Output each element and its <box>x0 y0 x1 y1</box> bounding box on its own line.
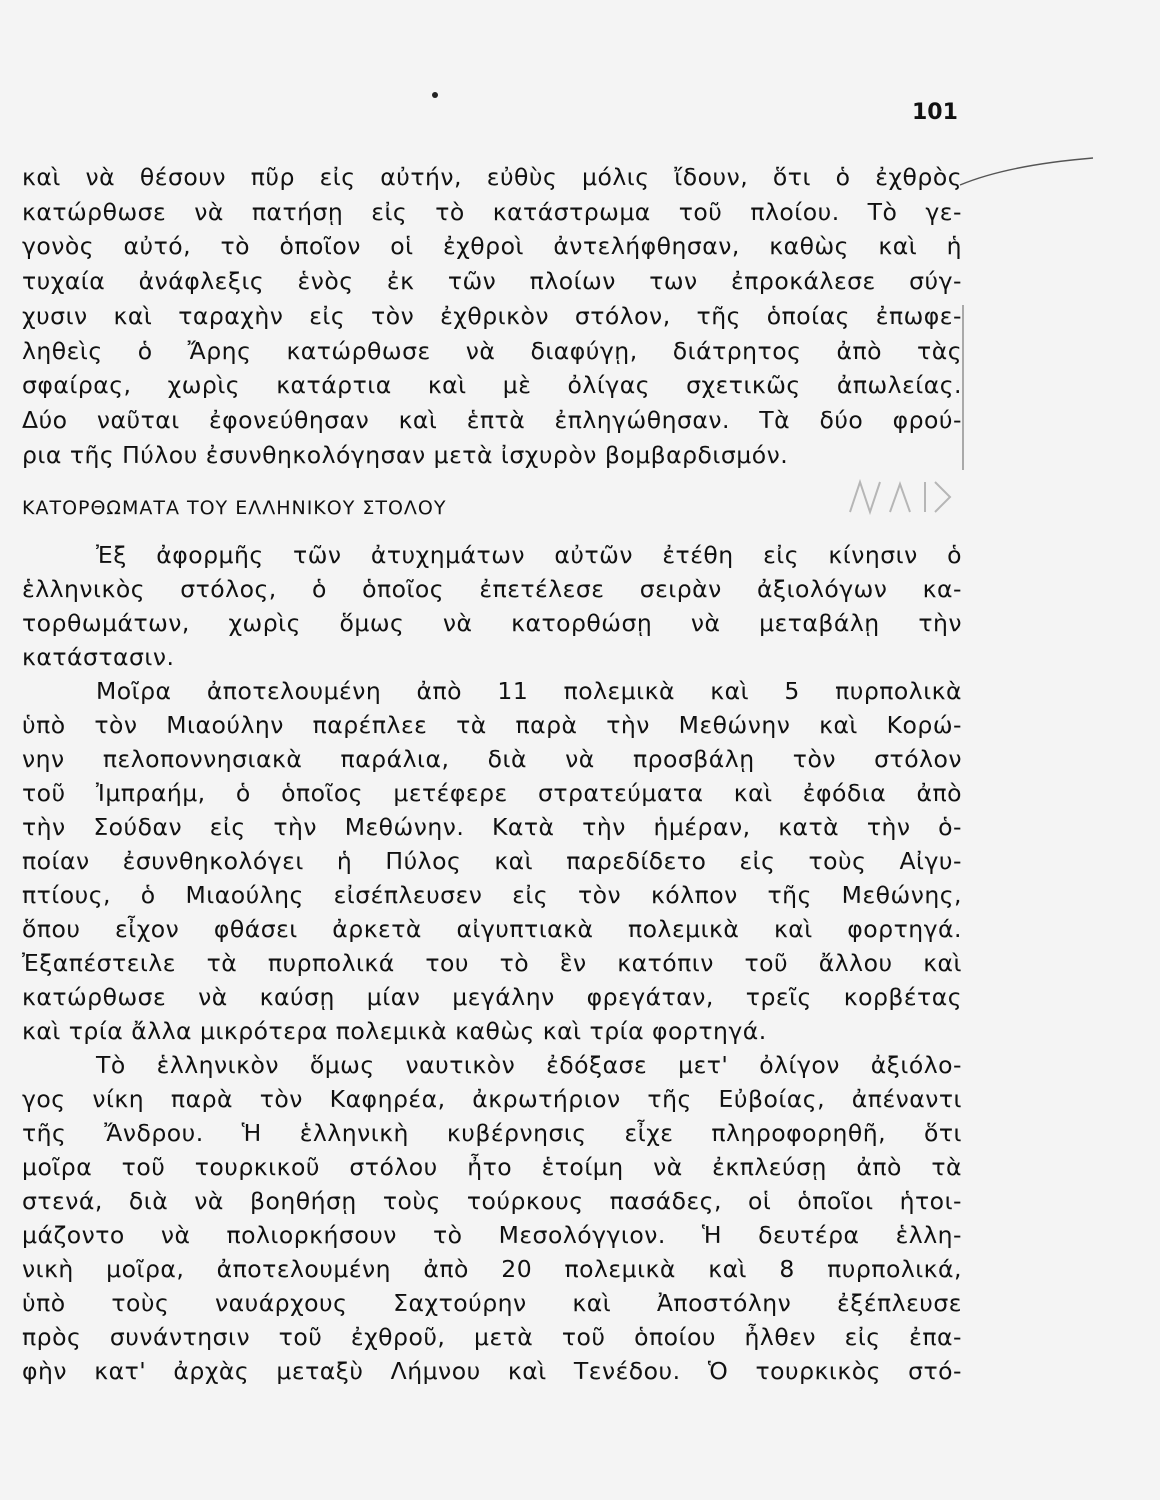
margin-pencil-line <box>958 140 1098 200</box>
text-line: ληθεὶς ὁ Ἄρης κατώρθωσε νὰ διαφύγῃ, διάτρητος ἀπὸ τὰς <box>22 336 962 365</box>
text-line: ὅπου εἶχον φθάσει ἀρκετὰ αἰγυπτιακὰ πολεμικὰ καὶ φορτηγά. <box>22 915 962 943</box>
text-line: γος νίκη παρὰ τὸν Καφηρέα, ἀκρωτήριον τῆς Εὐβοίας, ἀπέναντι <box>22 1085 962 1113</box>
text-line: ρια τῆς Πύλου ἐσυνθηκολόγησαν μετὰ ἰσχυρὸν βομβαρδισμόν. <box>22 440 789 469</box>
text-line: νικὴ μοῖρα, ἀποτελουμένη ἀπὸ 20 πολεμικὰ καὶ 8 πυρπολικά, <box>22 1255 962 1283</box>
text-line: πρὸς συνάντησιν τοῦ ἐχθροῦ, μετὰ τοῦ ὁποίου ἦλθεν εἰς ἐπα- <box>22 1323 962 1351</box>
text-line: καὶ τρία ἄλλα μικρότερα πολεμικὰ καθὼς καὶ τρία φορτηγά. <box>22 1017 767 1045</box>
text-line: χυσιν καὶ ταραχὴν εἰς τὸν ἐχθρικὸν στόλον, τῆς ὁποίας ἐπωφε- <box>22 301 962 330</box>
text-line: Τὸ ἑλληνικὸν ὅμως ναυτικὸν ἐδόξασε μετ' ὀλίγον ἀξιόλο- <box>96 1051 962 1079</box>
text-line: κατώρθωσε νὰ πατήσῃ εἰς τὸ κατάστρωμα τοῦ πλοίου. Τὸ γε- <box>22 197 962 226</box>
section-heading: ΚΑΤΟΡΘΩΜΑΤΑ ΤΟΥ ΕΛΛΗΝΙΚΟΥ ΣΤΟΛΟΥ <box>22 497 447 519</box>
text-line: μάζοντο νὰ πολιορκήσουν τὸ Μεσολόγγιον. Ἡ δευτέρα ἑλλη- <box>22 1221 962 1249</box>
text-line: τυχαία ἀνάφλεξις ἑνὸς ἐκ τῶν πλοίων των ἐπροκάλεσε σύγ- <box>22 267 962 296</box>
text-line: Ἐξαπέστειλε τὰ πυρπολικά του τὸ ἓν κατόπιν τοῦ ἄλλου καὶ <box>22 949 962 977</box>
text-line: Ἐξ ἀφορμῆς τῶν ἀτυχημάτων αὐτῶν ἐτέθη εἰς κίνησιν ὁ <box>96 541 962 569</box>
text-line: κατώρθωσε νὰ καύσῃ μίαν μεγάλην φρεγάταν, τρεῖς κορβέτας <box>22 983 962 1011</box>
text-line: ποίαν ἐσυνθηκολόγει ἡ Πύλος καὶ παρεδίδετο εἰς τοὺς Αἰγυ- <box>22 847 962 875</box>
text-line: στενά, διὰ νὰ βοηθήσῃ τοὺς τούρκους πασάδες, οἱ ὁποῖοι ἡτοι- <box>22 1187 962 1215</box>
text-line: γονὸς αὐτό, τὸ ὁποῖον οἱ ἐχθροὶ ἀντελήφθησαν, καθὼς καὶ ἡ <box>22 232 962 261</box>
text-line: φὴν κατ' ἀρχὰς μεταξὺ Λήμνου καὶ Τενέδου. Ὁ τουρκικὸς στό- <box>22 1357 962 1385</box>
faint-stamp-mark <box>840 472 970 522</box>
margin-rule <box>962 305 964 470</box>
text-line: ὑπὸ τοὺς ναυάρχους Σαχτούρην καὶ Ἀποστόλην ἐξέπλευσε <box>22 1289 962 1317</box>
ink-dot <box>432 92 438 98</box>
text-line: ὑπὸ τὸν Μιαούλην παρέπλεε τὰ παρὰ τὴν Μεθώνην καὶ Κορώ- <box>22 711 962 739</box>
text-line: Μοῖρα ἀποτελουμένη ἀπὸ 11 πολεμικὰ καὶ 5 πυρπολικὰ <box>96 677 962 705</box>
text-line: καὶ νὰ θέσουν πῦρ εἰς αὐτήν, εὐθὺς μόλις ἴδουν, ὅτι ὁ ἐχθρὸς <box>22 163 962 191</box>
text-line: τορθωμάτων, χωρὶς ὅμως νὰ κατορθώσῃ νὰ μεταβάλῃ τὴν <box>22 609 962 637</box>
text-line: σφαίρας, χωρὶς κατάρτια καὶ μὲ ὀλίγας σχετικῶς ἀπωλείας. <box>22 371 962 400</box>
text-line: νην πελοποννησιακὰ παράλια, διὰ νὰ προσβάλῃ τὸν στόλον <box>22 745 962 773</box>
text-line: τοῦ Ἰμπραήμ, ὁ ὁποῖος μετέφερε στρατεύματα καὶ ἐφόδια ἀπὸ <box>22 779 962 807</box>
text-line: ἑλληνικὸς στόλος, ὁ ὁποῖος ἐπετέλεσε σειρὰν ἀξιολόγων κα- <box>22 575 962 603</box>
text-line: μοῖρα τοῦ τουρκικοῦ στόλου ἦτο ἑτοίμη νὰ ἐκπλεύσῃ ἀπὸ τὰ <box>22 1153 962 1181</box>
text-line: Δύο ναῦται ἐφονεύθησαν καὶ ἑπτὰ ἐπληγώθησαν. Τὰ δύο φρού- <box>22 405 962 434</box>
text-line: πτίους, ὁ Μιαούλης εἰσέπλευσεν εἰς τὸν κόλπον τῆς Μεθώνης, <box>22 881 962 909</box>
page-number: 101 <box>912 100 958 125</box>
text-line: κατάστασιν. <box>22 643 175 671</box>
text-line: τὴν Σούδαν εἰς τὴν Μεθώνην. Κατὰ τὴν ἡμέραν, κατὰ τὴν ὁ- <box>22 813 962 841</box>
text-line: τῆς Ἄνδρου. Ἡ ἑλληνικὴ κυβέρνησις εἶχε πληροφορηθῆ, ὅτι <box>22 1119 962 1147</box>
